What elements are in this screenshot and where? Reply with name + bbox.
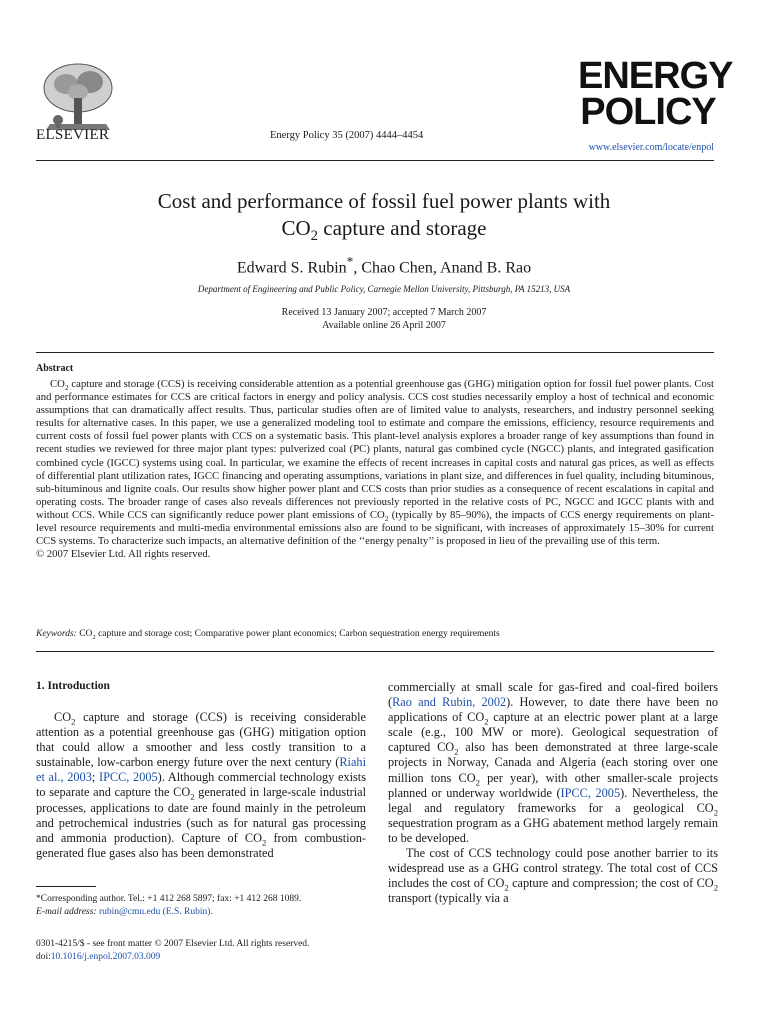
intro-sub: 2: [713, 882, 718, 893]
intro-sub: 2: [261, 837, 267, 848]
header-divider: [36, 160, 714, 161]
received-date: Received 13 January 2007; accepted 7 March 2007: [281, 307, 487, 318]
intro-paragraph-2: [388, 846, 718, 906]
intro-sub: 2: [454, 746, 459, 757]
intro-sub: 2: [475, 777, 480, 788]
title-co2: CO: [281, 216, 311, 240]
abstract-co2: CO: [50, 378, 65, 390]
intro-text: capture and compression; the cost of CO: [508, 876, 714, 891]
intro-text: ). Although commercial technology exists to separate and capture the CO: [36, 770, 367, 800]
keywords-list: capture and storage cost; Comparative power plant economics; Carbon sequestration energy requirements: [95, 629, 500, 639]
abstract-text-end: (typically by 85–90%), the impacts of CCS energy requirements on plant-level resource requirements and multi-media environmental emissions also are found to be significant, with increases of approximately 15–30% for current CCS systems. To characterize such impacts, an alternative definition of the ‘‘energy penalty’’ is proposed in lieu of the prevailing use of this term.: [36, 508, 714, 548]
intro-sub: 2: [713, 807, 718, 818]
intro-sub: 2: [504, 882, 509, 893]
footnote: [36, 893, 376, 918]
intro-text: from combustion-generated flue gases also has been demonstrated: [36, 830, 366, 860]
journal-logo-line1: ENERGY: [578, 55, 733, 97]
citation-link[interactable]: Rao and Rubin, 2002: [392, 695, 507, 710]
corresponding-author-mark: *: [346, 254, 354, 269]
intro-text: generated in large-scale industrial processes, applications to date are found mainly in the petroleum and petrochemical industries (such as for natural gas processing and ammonia production). Capture of CO: [36, 785, 366, 845]
intro-text: ). Nevertheless, the legal and regulatory frameworks for a geological CO: [388, 785, 718, 815]
journal-logo: [578, 55, 733, 133]
abstract-text-main: capture and storage (CCS) is receiving considerable attention as a potential greenhouse gas (GHG) mitigation option for fossil fuel power plants. Cost and performance estimates for CCS are critical factors in energy and policy analysis. CCS cost studies necessarily employ a host of technical and economic assumptions that can dramatically affect results. Thus, particular studies often are of limited value to analysts, researchers, and industry personnel seeking results for alternative cases. In this paper, we use a generalized modeling tool to estimate and compare the emissions, efficiency, resource requirements and current costs of fossil fuel power plants with CCS on a systematic basis. This plant-level analysis explores a broader range of key assumptions than found in recent studies we reviewed for three major plant types: pulverized coal (PC) plants, natural gas combined cycle (NGCC) plants, and integrated gasification combined cycle (IGCC) systems using coal. In particular, we examine the effects of recent increases in capital costs and natural gas prices, as well as effects of differential plant utilization rates, IGCC financing and operating assumptions, variations in plant size, and differences in fuel quality, including bituminous, sub-bituminous and lignite coals. Our results show higher power plant and CCS costs than prior studies as a consequence of recent escalations in capital and operating costs. The broader range of cases also reveals differences not previously reported in the relative costs of PC, NGCC and IGCC plants with and without CCS. While CCS can significantly reduce power plant emissions of CO: [36, 378, 714, 521]
journal-url-link[interactable]: www.elsevier.com/locate/enpol: [588, 142, 714, 153]
abstract-co2-sub-2: 2: [384, 514, 389, 524]
doi-line: [36, 951, 376, 964]
co-authors: , Chao Chen, Anand B. Rao: [353, 259, 532, 277]
journal-logo-line2: POLICY: [580, 91, 716, 133]
intro-text: capture and storage (CCS) is receiving considerable attention as a potential greenhouse gas (GHG) mitigation option that could allow a smoother and less costly transition to a sustainable, low-carbon energy future over the next century (: [36, 710, 366, 770]
intro-text: transport (typically via a: [388, 891, 509, 906]
intro-text: sequestration program as a GHG abatement method largely remain to be developed.: [388, 815, 718, 845]
citation-link[interactable]: Riahi et al., 2003: [36, 755, 366, 785]
title-line1: Cost and performance of fossil fuel power plants with: [157, 189, 611, 213]
title-line2-rest: capture and storage: [318, 216, 487, 240]
intro-text: The cost of CCS technology could pose another barrier to its widespread use as a GHG control strategy. The total cost of CCS includes the cost of CO: [388, 846, 718, 891]
footnote-divider: [36, 886, 96, 887]
corresponding-author-contact: *Corresponding author. Tel.: +1 412 268 5897; fax: +1 412 268 1089.: [36, 894, 302, 904]
issn-line: 0301-4215/$ - see front matter © 2007 Elsevier Ltd. All rights reserved.: [36, 939, 310, 949]
citation-link[interactable]: IPCC, 2005: [98, 770, 158, 785]
abstract-heading: Abstract: [36, 363, 74, 374]
abstract-divider: [36, 352, 714, 353]
article-title: [60, 188, 708, 245]
email-link[interactable]: rubin@cmu.edu (E.S. Rubin).: [98, 906, 213, 917]
available-date: Available online 26 April 2007: [322, 320, 446, 331]
keywords-label: Keywords:: [36, 629, 77, 639]
intro-left-column: [36, 710, 366, 861]
keywords-divider: [36, 651, 714, 652]
title-co2-sub: 2: [310, 228, 318, 245]
intro-sub: 2: [71, 716, 76, 727]
email-line: [36, 906, 376, 919]
front-matter: [36, 938, 376, 963]
affiliation: Department of Engineering and Public Policy, Carnegie Mellon University, Pittsburgh, PA 15213, USA: [197, 284, 571, 294]
intro-text: per year), with other smaller-scale projects planned or underway worldwide (: [388, 770, 718, 800]
abstract-co2-sub: 2: [64, 383, 69, 393]
intro-text: commercially at small scale for gas-fired and coal-fired boilers (: [388, 680, 718, 710]
abstract-body: [36, 378, 714, 561]
corresponding-author: Edward S. Rubin: [236, 259, 347, 277]
keywords-co2: CO: [76, 629, 93, 639]
author-list: [60, 254, 708, 277]
doi-label: doi:: [36, 951, 51, 962]
journal-citation: Energy Policy 35 (2007) 4444–4454: [270, 130, 424, 141]
publisher-name: ELSEVIER: [36, 127, 110, 143]
intro-text: also has been demonstrated at three large-scale projects in Norway, Canada and Algeria (each storing over one million tons CO: [388, 740, 718, 785]
intro-text: capture at an electric power plant at a large scale (e.g., 100 MW or more). Geological sequestration of captured CO: [388, 710, 718, 755]
email-label: E-mail address:: [36, 906, 97, 917]
section-heading-introduction: 1. Introduction: [36, 680, 110, 692]
doi-link[interactable]: 10.1016/j.enpol.2007.03.009: [50, 951, 161, 962]
intro-text: ). However, to date there have been no applications of CO: [388, 695, 718, 725]
dates: [60, 306, 708, 332]
intro-text: ;: [91, 770, 99, 785]
abstract-copyright: © 2007 Elsevier Ltd. All rights reserved.: [36, 548, 211, 561]
intro-text: CO: [54, 710, 72, 724]
intro-sub: 2: [190, 791, 195, 802]
keywords: [36, 629, 714, 639]
intro-right-column: [388, 680, 718, 906]
keywords-co2-sub: 2: [92, 633, 96, 641]
intro-sub: 2: [484, 716, 489, 727]
citation-link[interactable]: IPCC, 2005: [560, 785, 621, 800]
